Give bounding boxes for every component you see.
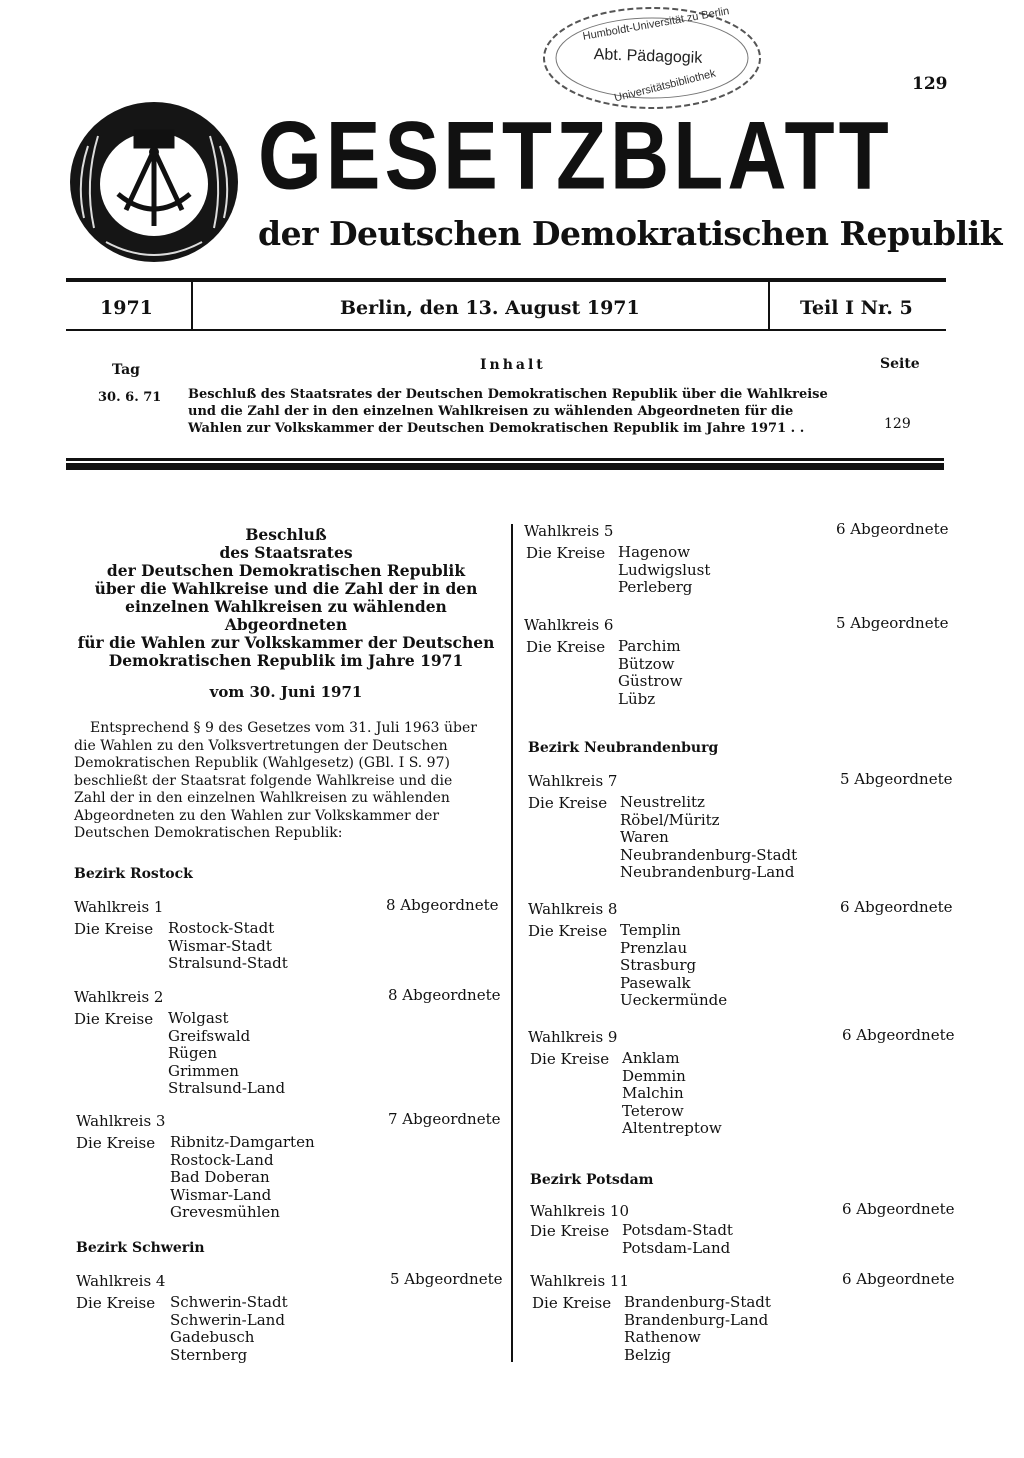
resolution-date: vom 30. Juni 1971: [209, 683, 363, 701]
kreise-label: Die Kreise: [76, 1294, 156, 1312]
issue-part: Teil I Nr. 5: [800, 297, 913, 319]
wahlkreis-seats: 8 Abgeordnete: [388, 986, 501, 1004]
wahlkreis-label: Wahlkreis 8: [528, 900, 618, 918]
kreis-name: Teterow: [622, 1101, 684, 1120]
issue-date: Berlin, den 13. August 1971: [340, 297, 640, 319]
kreise-list: [168, 920, 288, 973]
kreis-name: Grevesmühlen: [170, 1203, 280, 1221]
preamble-line: Deutschen Demokratischen Republik:: [74, 825, 343, 841]
issue-year: 1971: [100, 297, 153, 319]
kreis-name: Rostock-Land: [170, 1150, 274, 1169]
wahlkreis-seats: 6 Abgeordnete: [842, 1026, 955, 1044]
wahlkreis-seats: 5 Abgeordnete: [836, 614, 949, 632]
kreis-name: Prenzlau: [620, 938, 688, 957]
kreis-name: Waren: [620, 828, 669, 846]
kreis-name: Stralsund-Stadt: [168, 954, 288, 972]
kreise-label: Die Kreise: [530, 1050, 610, 1068]
kreis-name: Schwerin-Land: [170, 1310, 285, 1329]
wahlkreis-label: Wahlkreis 9: [528, 1028, 618, 1046]
kreise-list: [624, 1294, 771, 1364]
contents-title: Inhalt: [480, 357, 546, 373]
preamble-line: beschließt der Staatsrat folgende Wahlkreise und die: [74, 772, 453, 789]
wahlkreis-label: Wahlkreis 1: [74, 898, 164, 916]
wahlkreis-seats: 5 Abgeordnete: [840, 770, 953, 788]
kreise-list: [168, 1010, 285, 1098]
wahlkreis-label: Wahlkreis 10: [530, 1202, 630, 1220]
contents-entry-line: und die Zahl der in den einzelnen Wahlkreisen zu wählenden Abgeordneten für die: [188, 404, 794, 419]
kreis-name: Sternberg: [170, 1345, 248, 1364]
stamp-department: Abt. Pädagogik: [593, 46, 703, 67]
preamble: [74, 720, 494, 843]
kreise-list: [620, 794, 797, 882]
wahlkreis-label: Wahlkreis 11: [530, 1272, 630, 1290]
kreis-name: Röbel/Müritz: [620, 810, 720, 829]
resolution-title-line: einzelnen Wahlkreisen zu wählenden Abgeordneten: [125, 597, 447, 634]
kreise-label: Die Kreise: [74, 1010, 154, 1028]
kreis-name: Greifswald: [168, 1026, 251, 1045]
resolution-title-line: Beschluß: [245, 525, 327, 544]
wahlkreis-seats: 5 Abgeordnete: [390, 1270, 503, 1288]
district-heading: Bezirk Potsdam: [530, 1172, 654, 1188]
wahlkreis-label: Wahlkreis 5: [524, 522, 614, 540]
kreis-name: Wolgast: [168, 1009, 229, 1027]
contents-entry-line: Wahlen zur Volkskammer der Deutschen Demokratischen Republik im Jahre 1971 . .: [188, 421, 805, 436]
kreis-name: Potsdam-Stadt: [622, 1221, 733, 1239]
header-divider: [768, 282, 770, 330]
kreis-name: Neubrandenburg-Stadt: [620, 845, 798, 864]
kreis-name: Rostock-Stadt: [168, 919, 275, 937]
resolution-title-line: für die Wahlen zur Volkskammer der Deutschen: [77, 633, 495, 652]
kreis-name: Lübz: [618, 689, 656, 708]
masthead-title: GESETZBLATT: [258, 102, 893, 210]
kreise-list: [620, 922, 727, 1010]
kreise-label: Die Kreise: [76, 1134, 156, 1152]
contents-rule-thick: [66, 463, 944, 470]
kreise-list: [622, 1222, 733, 1257]
kreis-name: Grimmen: [168, 1061, 239, 1080]
kreis-name: Schwerin-Stadt: [170, 1293, 288, 1311]
kreis-name: Brandenburg-Land: [624, 1310, 769, 1329]
wahlkreis-label: Wahlkreis 4: [76, 1272, 166, 1290]
resolution-title: [66, 526, 506, 670]
kreis-name: Ludwigslust: [618, 560, 711, 579]
stamp-institution: Humboldt-Universität zu Berlin: [581, 5, 731, 43]
kreis-name: Demmin: [622, 1066, 686, 1085]
wahlkreis-label: Wahlkreis 2: [74, 988, 164, 1006]
kreis-name: Ueckermünde: [620, 991, 728, 1009]
preamble-line: Entsprechend § 9 des Gesetzes vom 31. Juli 1963 über: [90, 720, 477, 736]
kreis-name: Altentreptow: [622, 1119, 722, 1137]
contents-entry-text: [188, 386, 848, 437]
kreise-list: [170, 1294, 288, 1364]
kreis-name: Bad Doberan: [170, 1168, 270, 1186]
kreis-name: Pasewalk: [620, 973, 691, 992]
kreis-name: Anklam: [622, 1049, 680, 1067]
district-heading: Bezirk Rostock: [74, 866, 193, 882]
contents-page-label: Seite: [880, 356, 920, 372]
wahlkreis-seats: 6 Abgeordnete: [842, 1200, 955, 1218]
wahlkreis-seats: 7 Abgeordnete: [388, 1110, 501, 1128]
contents-rule-thin: [66, 458, 944, 461]
kreise-label: Die Kreise: [530, 1222, 610, 1240]
header-rule-top: [66, 278, 946, 282]
kreis-name: Parchim: [618, 637, 681, 655]
resolution-title-line: der Deutschen Demokratischen Republik: [106, 561, 466, 580]
kreise-list: [622, 1050, 722, 1138]
kreis-name: Belzig: [624, 1345, 671, 1364]
kreise-list: [618, 638, 682, 708]
wahlkreis-seats: 6 Abgeordnete: [836, 520, 949, 538]
stamp-library: Universitätsbibliothek: [613, 67, 717, 105]
kreise-label: Die Kreise: [532, 1294, 612, 1312]
kreis-name: Malchin: [622, 1084, 684, 1102]
kreise-label: Die Kreise: [74, 920, 154, 938]
kreis-name: Wismar-Stadt: [168, 936, 272, 955]
preamble-line: Demokratischen Republik (Wahlgesetz) (GBl. I S. 97): [74, 755, 450, 771]
header-divider: [191, 282, 193, 330]
contents-entry-page: 129: [884, 416, 911, 432]
kreis-name: Rathenow: [624, 1328, 701, 1346]
kreise-label: Die Kreise: [526, 544, 606, 562]
resolution-title-line: Demokratischen Republik im Jahre 1971: [108, 651, 464, 670]
kreis-name: Gadebusch: [170, 1328, 255, 1346]
kreise-list: [618, 544, 710, 597]
kreis-name: Neustrelitz: [620, 793, 705, 811]
kreis-name: Hagenow: [618, 543, 691, 561]
state-emblem-icon: [66, 98, 242, 266]
kreis-name: Perleberg: [618, 578, 693, 596]
contents-entry-date: 30. 6. 71: [98, 390, 162, 405]
resolution-title-line: über die Wahlkreise und die Zahl der in den: [94, 579, 478, 598]
kreise-label: Die Kreise: [526, 638, 606, 656]
kreis-name: Stralsund-Land: [168, 1079, 286, 1097]
preamble-line: Zahl der in den einzelnen Wahlkreisen zu wählenden: [74, 790, 450, 806]
masthead-subtitle: der Deutschen Demokratischen Republik: [258, 214, 1003, 253]
resolution-title-line: des Staatsrates: [219, 543, 353, 562]
district-heading: Bezirk Neubrandenburg: [528, 740, 719, 756]
header-rule-bottom: [66, 329, 946, 331]
kreise-label: Die Kreise: [528, 922, 608, 940]
kreis-name: Potsdam-Land: [622, 1238, 731, 1257]
kreis-name: Wismar-Land: [170, 1185, 272, 1204]
kreise-list: [170, 1134, 315, 1222]
kreis-name: Brandenburg-Stadt: [624, 1293, 771, 1311]
kreis-name: Neubrandenburg-Land: [620, 863, 795, 881]
kreis-name: Templin: [620, 921, 681, 939]
wahlkreis-label: Wahlkreis 7: [528, 772, 618, 790]
page-number: 129: [912, 74, 948, 94]
contents-entry-line: Beschluß des Staatsrates der Deutschen Demokratischen Republik über die Wahlkreise: [188, 387, 828, 402]
wahlkreis-label: Wahlkreis 3: [76, 1112, 166, 1130]
contents-day-label: Tag: [112, 362, 140, 378]
kreise-label: Die Kreise: [528, 794, 608, 812]
wahlkreis-seats: 6 Abgeordnete: [840, 898, 953, 916]
kreis-name: Bützow: [618, 654, 675, 673]
preamble-line: die Wahlen zu den Volksvertretungen der Deutschen: [74, 737, 448, 754]
kreis-name: Ribnitz-Damgarten: [170, 1133, 315, 1151]
kreis-name: Strasburg: [620, 956, 697, 974]
preamble-line: Abgeordneten zu den Wahlen zur Volkskammer der: [74, 807, 440, 824]
column-divider: [511, 524, 513, 1362]
district-heading: Bezirk Schwerin: [76, 1240, 205, 1256]
kreis-name: Güstrow: [618, 672, 683, 690]
wahlkreis-seats: 6 Abgeordnete: [842, 1270, 955, 1288]
wahlkreis-label: Wahlkreis 6: [524, 616, 614, 634]
kreis-name: Rügen: [168, 1044, 218, 1062]
wahlkreis-seats: 8 Abgeordnete: [386, 896, 499, 914]
